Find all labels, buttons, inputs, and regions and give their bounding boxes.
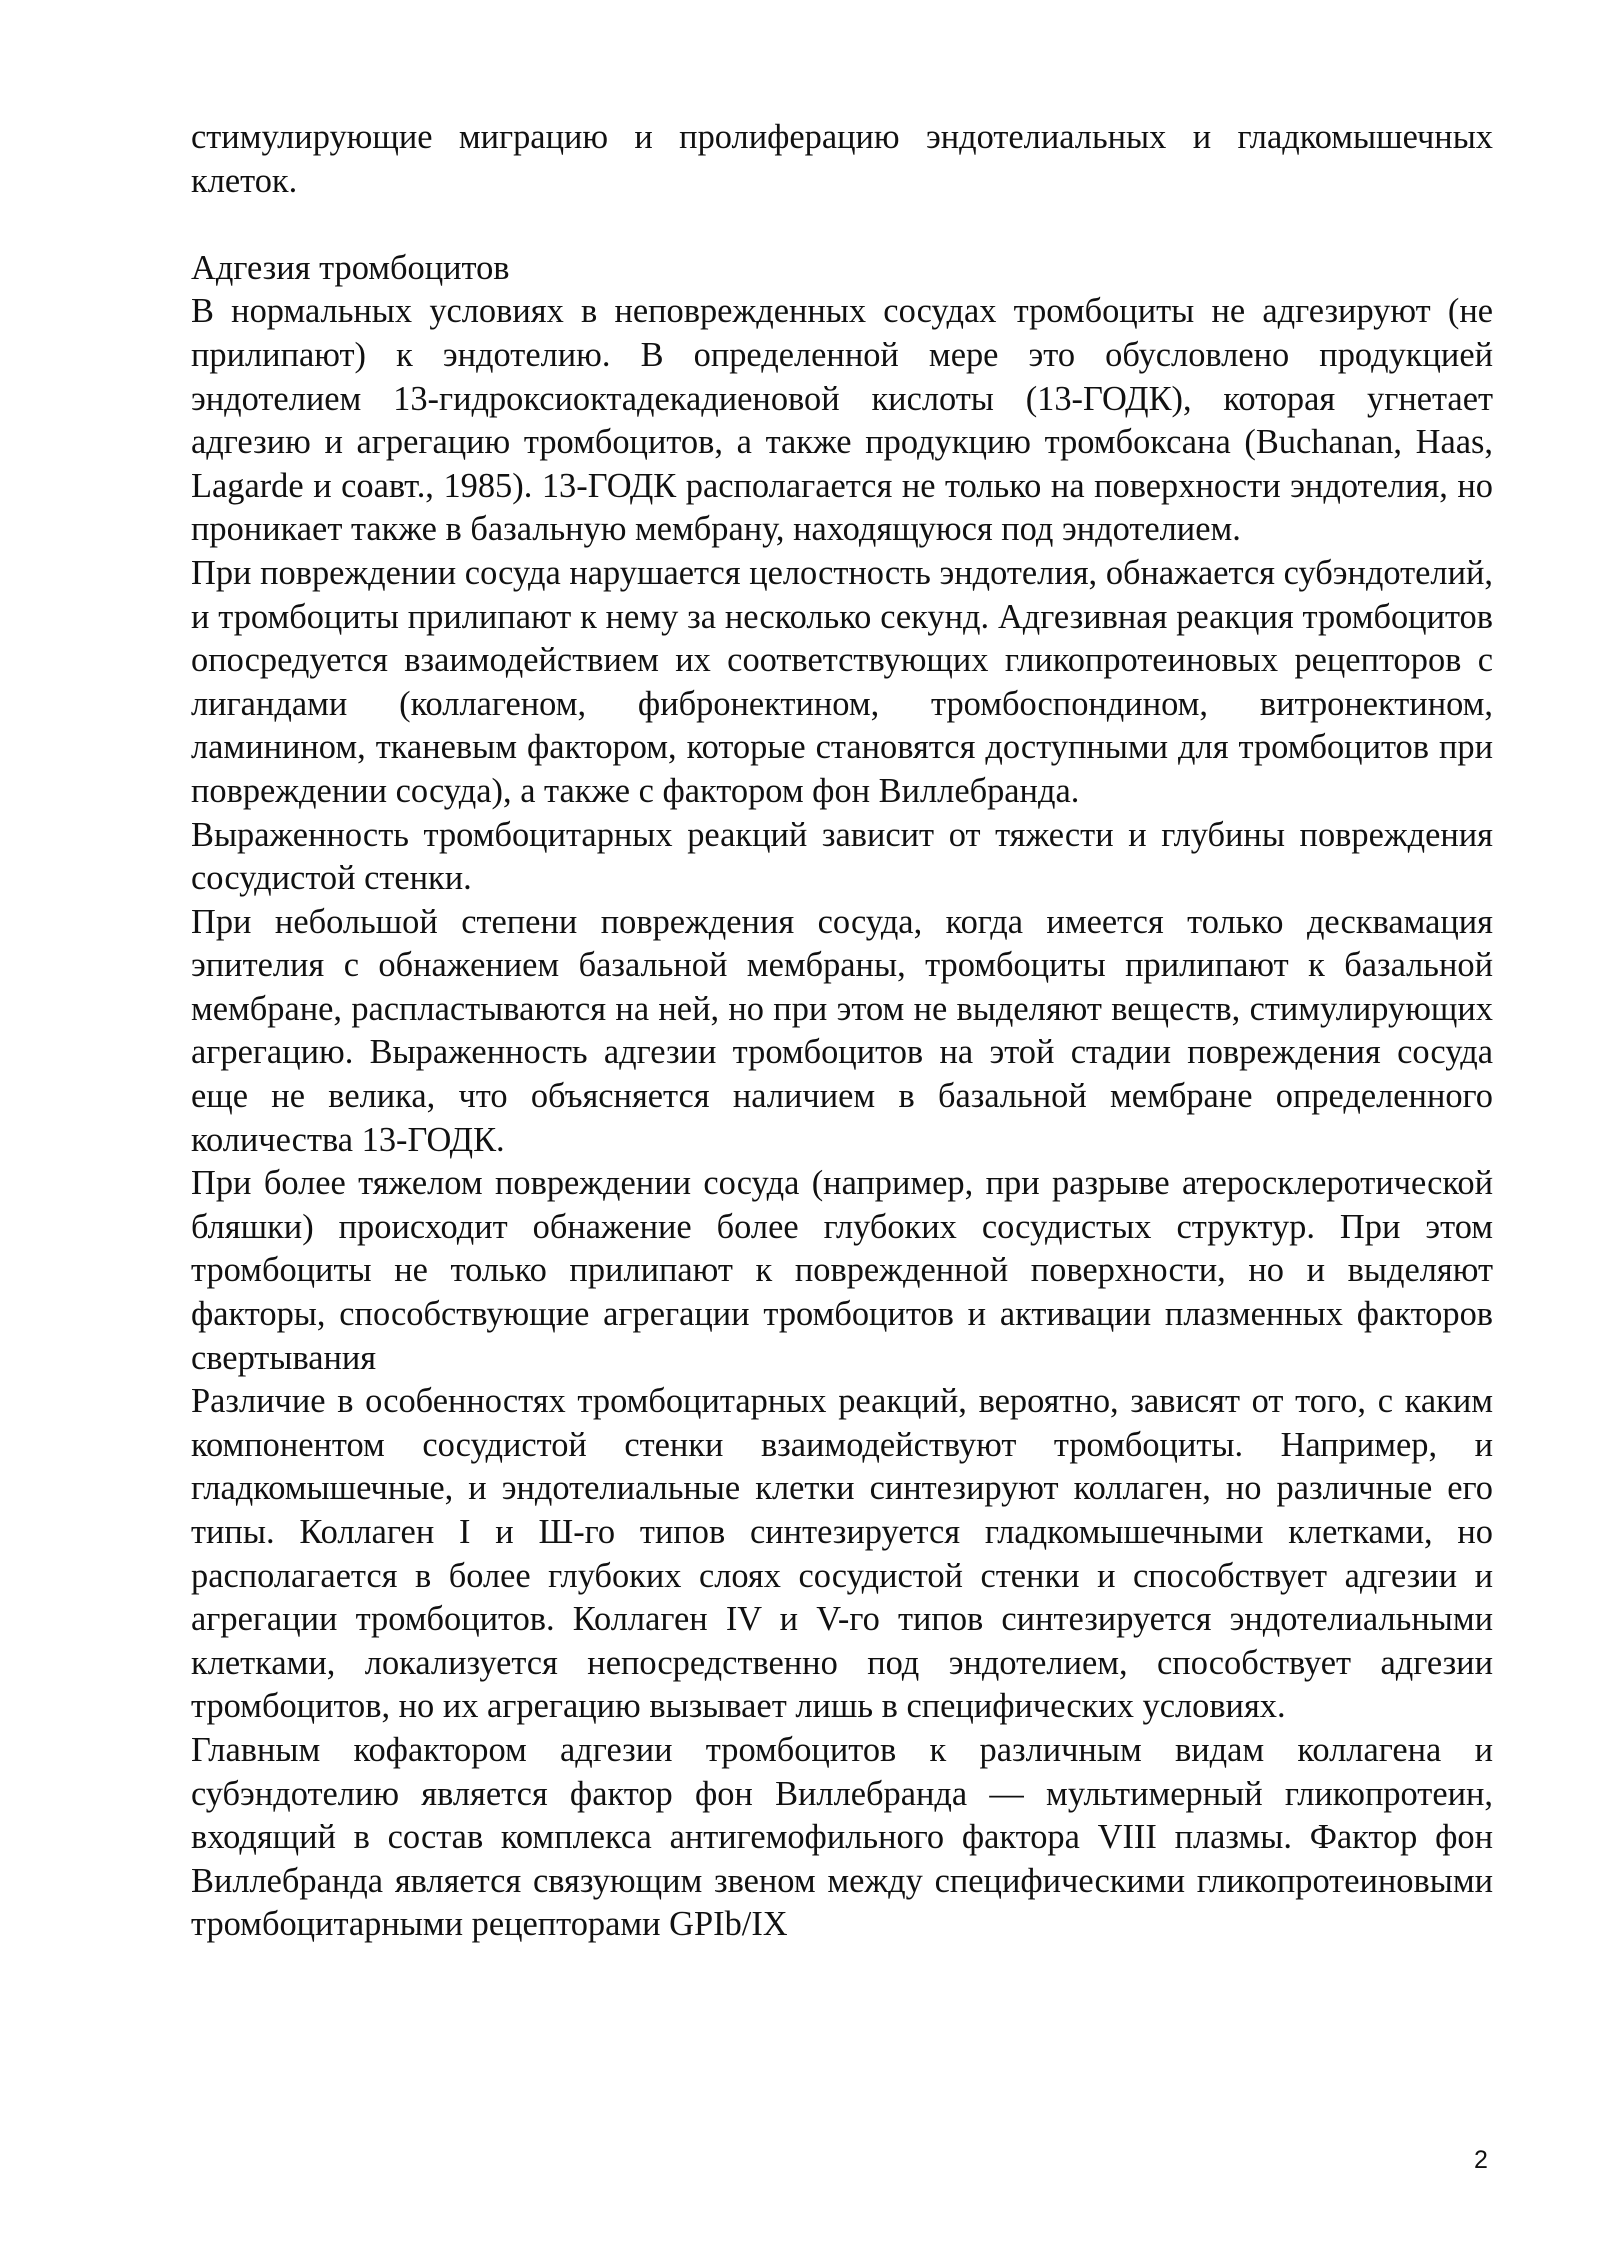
- paragraph-collagen-types: Различие в особенностях тромбоцитарных реакций, вероятно, зависят от того, с каким компонентом сосудистой стенки взаимодействуют тромбоциты. Например, и гладкомышечные, и эндотелиальные клетки синтезируют коллаген, но различные его типы. Коллаген I и Ш-го типов синтезируется гладкомышечными клетками, но располагается в более глубоких слоях сосудистой стенки и способствует адгезии и агрегации тромбоцитов. Коллаген IV и V-го типов синтезируется эндотелиальными клетками, локализуется непосредственно под эндотелием, способствует адгезии тромбоцитов, но их агрегацию вызывает лишь в специфических условиях.: [191, 1382, 1493, 1726]
- document-page: [191, 116, 1493, 1947]
- paragraph-continuation: стимулирующие миграцию и пролиферацию эндотелиальных и гладкомышечных клеток.: [191, 118, 1493, 200]
- paragraph-vessel-damage: При повреждении сосуда нарушается целостность эндотелия, обнажается субэндотелий, и тромбоциты прилипают к нему за несколько секунд. Адгезивная реакция тромбоцитов опосредуется взаимодействием их соответствующих гликопротеиновых рецепторов с лигандами (коллагеном, фибронектином, тромбоспондином, витронектином, ламинином, тканевым фактором, которые становятся доступными для тромбоцитов при повреждении сосуда), а также с фактором фон Виллебранда.: [191, 553, 1493, 810]
- paragraph-minor-damage: При небольшой степени повреждения сосуда, когда имеется только десквамация эпителия с обнажением базальной мембраны, тромбоциты прилипают к базальной мембране, распластываются на ней, но при этом не выделяют веществ, стимулирующих агрегацию. Выраженность адгезии тромбоцитов на этой стадии повреждения сосуда еще не велика, что объясняется наличием в базальной мембране определенного количества 13-ГОДК.: [191, 902, 1493, 1159]
- page-number: 2: [1474, 2146, 1488, 2174]
- section-heading: Адгезия тромбоцитов: [191, 248, 510, 287]
- paragraph-severe-damage: При более тяжелом повреждении сосуда (например, при разрыве атеросклеротической бляшки) происходит обнажение более глубоких сосудистых структур. При этом тромбоциты не только прилипают к поврежденной поверхности, но и выделяют факторы, способствующие агрегации тромбоцитов и активации плазменных факторов свертывания: [191, 1164, 1493, 1377]
- paragraph-spacer: [191, 203, 1493, 247]
- paragraph-von-willebrand: Главным кофактором адгезии тромбоцитов к различным видам коллагена и субэндотелию является фактор фон Виллебранда — мультимерный гликопротеин, входящий в состав комплекса антигемофильного фактора VIII плазмы. Фактор фон Виллебранда является связующим звеном между специфическими гликопротеиновыми тромбоцитарными рецепторами GPIb/IX: [191, 1730, 1493, 1944]
- paragraph-normal-conditions: В нормальных условиях в неповрежденных сосудах тромбоциты не адгезируют (не прилипают) к эндотелию. В определенной мере это обусловлено продукцией эндотелием 13-гидроксиоктадекадиеновой кислоты (13-ГОДК), которая угнетает адгезию и агрегацию тромбоцитов, а также продукцию тромбоксана (Buchanan, Haas, Lagarde и соавт., 1985). 13-ГОДК располагается не только на поверхности эндотелия, но проникает также в базальную мембрану, находящуюся под эндотелием.: [191, 292, 1493, 549]
- paragraph-reaction-severity: Выраженность тромбоцитарных реакций зависит от тяжести и глубины повреждения сосудистой стенки.: [191, 815, 1493, 898]
